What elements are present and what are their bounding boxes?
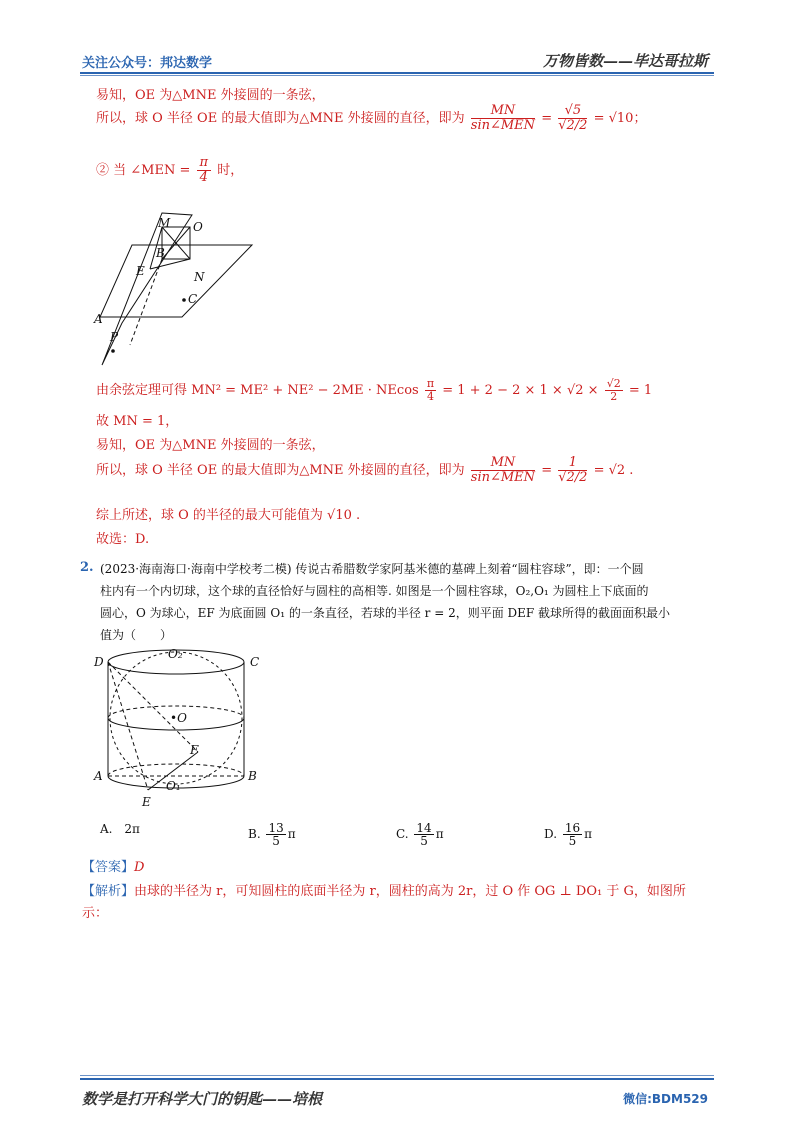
sol-line-7: 所以，球 O 半径 OE 的最大值即为△MNE 外接圆的直径，即为 $\frac{MN}{\text{sin∠MEN}}$ = $\frac{1}{√2/2}$ = √2 . [96,455,634,485]
sol-line-7-end: = √2 . [593,463,634,478]
option-c-fraction [414,822,433,847]
analysis-line-1 [82,880,686,899]
fraction-pi-over-4-b [425,378,436,403]
label-m: M [158,216,171,230]
option-b[interactable] [248,822,296,847]
sol-line-3 [96,156,243,185]
frac-den: 5 [420,834,428,848]
label-d: D [94,655,104,669]
fraction-one [558,456,587,485]
answer-label: 【答案】 [82,860,135,875]
fraction-root5 [558,104,587,133]
footer-rule-thin [80,1075,714,1076]
analysis-text-1: 由球的半径为 r，可知圆柱的底面半径为 r，圆柱的高为 2r，过 O 作 OG ⊥ DO₁ 于 G，如图所 [134,884,686,899]
label-o1: O₁ [166,779,181,793]
analysis-line-2: 示： [82,906,109,921]
fraction-root2-over-2 [605,378,623,403]
sol-line-1: 易知，OE 为△MNE 外接圆的一条弦， [96,88,325,103]
frac-num: 16 [564,821,581,835]
frac-num: MN [471,456,535,471]
option-b-pi: π [287,827,296,841]
sol-line-3-end: 时， [217,163,244,178]
option-a[interactable] [100,822,140,836]
answer-value: D [134,860,145,875]
dashed-line [130,259,162,345]
label-p: P [110,330,119,344]
analysis-label: 【解析】 [82,884,135,899]
sol-line-2-end: = √10； [593,111,647,126]
label-o: O [193,220,203,234]
frac-den: sin∠MEN [470,470,536,485]
sol-line-4 [96,378,652,403]
frac-num: MN [471,104,535,119]
label-a: A [94,312,103,326]
frac-den: 5 [272,834,280,848]
option-c-pi: π [435,827,444,841]
header-rule-thin [80,75,714,76]
frac-den: 4 [426,390,434,403]
sol-line-3-text: ② 当 ∠MEN = [96,163,191,178]
label-c: C [188,292,198,306]
frac-den: sin∠MEN [470,118,536,133]
frac-den: √2/2 [558,470,588,485]
label-e2: E [142,795,151,809]
question-number: 2. [80,560,94,575]
frac-num: π [426,377,435,390]
sol-line-4-mid: = 1 + 2 − 2 × 1 × √2 × [442,383,599,398]
frac-num: √2 [606,377,621,390]
option-d-fraction [563,822,582,847]
figure-cylinder-sphere [90,640,260,810]
fraction-pi-over-4 [197,156,212,185]
label-center-o: •O [170,711,187,725]
label-b2: B [248,769,257,783]
option-b-letter: B. [248,827,261,841]
label-o2: O₂ [168,647,183,661]
label-n: N [194,270,205,284]
frac-den: 5 [568,834,577,848]
sol-line-8: 综上所述，球 O 的半径的最大可能值为 √10 . [96,508,361,523]
frac-num: 13 [268,821,284,835]
label-c2: C [250,655,260,669]
sol-line-2-text: 所以，球 O 半径 OE 的最大值即为△MNE 外接圆的直径，即为 [96,111,465,126]
fraction-mn-over-sin [471,104,535,133]
answer-line [82,856,144,875]
label-a2: A [94,769,103,783]
option-d[interactable] [544,822,592,847]
option-d-pi: π [584,827,593,841]
label-e: E [136,264,145,278]
q2-text-2: 柱内有一个内切球，这个球的直径恰好与圆柱的高相等. 如图是一个圆柱容球，O₂,O₁ 为圆柱上下底面的 [100,584,649,598]
footer-left: 数学是打开科学大门的钥匙——培根 [82,1090,323,1108]
label-f: F [190,743,199,757]
sol-line-7-text: 所以，球 O 半径 OE 的最大值即为△MNE 外接圆的直径，即为 [96,463,465,478]
point-c [182,298,186,302]
footer-rule [80,1078,714,1080]
header-rule [80,72,714,74]
sol-line-9: 故选：D. [96,532,150,547]
header-right: 万物皆数——毕达哥拉斯 [542,52,708,70]
sol-line-4-end: = 1 [628,383,653,398]
option-c[interactable] [396,822,444,847]
option-b-fraction [266,822,285,847]
frac-num: √5 [558,104,587,119]
segment-en [150,259,190,269]
point-p [111,349,115,353]
sol-line-6: 易知，OE 为△MNE 外接圆的一条弦， [96,438,325,453]
option-a-letter: A. [100,822,113,836]
fraction-mn-over-sin-2 [471,456,535,485]
figure-planes-sphere [92,205,262,375]
footer-right: 微信:BDM529 [623,1092,708,1106]
option-c-letter: C. [396,827,409,841]
sol-line-5: 故 MN = 1， [96,414,179,429]
frac-num: π [197,156,212,171]
option-d-letter: D. [544,827,558,841]
frac-num: 14 [416,821,432,835]
frac-den: 2 [610,390,618,403]
sol-line-4-text: 由余弦定理可得 MN² = ME² + NE² − 2ME · NEcos [96,383,419,398]
q2-text-4: 值为（ ） [100,628,173,642]
frac-den: √2/2 [558,118,588,133]
line-df [108,662,198,752]
frac-den: 4 [199,170,208,185]
bottom-ellipse-back [108,764,244,776]
q2-text-1: (2023·海南海口·海南中学校考二模) 传说古希腊数学家阿基米德的墓碑上刻着“圆柱容球”，即：一个圆 [100,562,644,576]
label-b: B [156,246,165,260]
sol-line-2: 所以，球 O 半径 OE 的最大值即为△MNE 外接圆的直径，即为 $\frac{MN}{\text{sin∠MEN}}$ = $\frac{√5}{√2/2}$ = √10； [96,103,647,133]
header-left: 关注公众号：邦达数学 [82,56,213,71]
horizontal-plane [100,245,252,317]
option-a-value: 2π [124,822,140,836]
frac-num: 1 [558,456,587,471]
q2-text-3: 圆心，O 为球心，EF 为底面圆 O₁ 的一条直径，若球的半径 r = 2，则平面 DEF 截球所得的截面面积最小 [100,606,671,620]
